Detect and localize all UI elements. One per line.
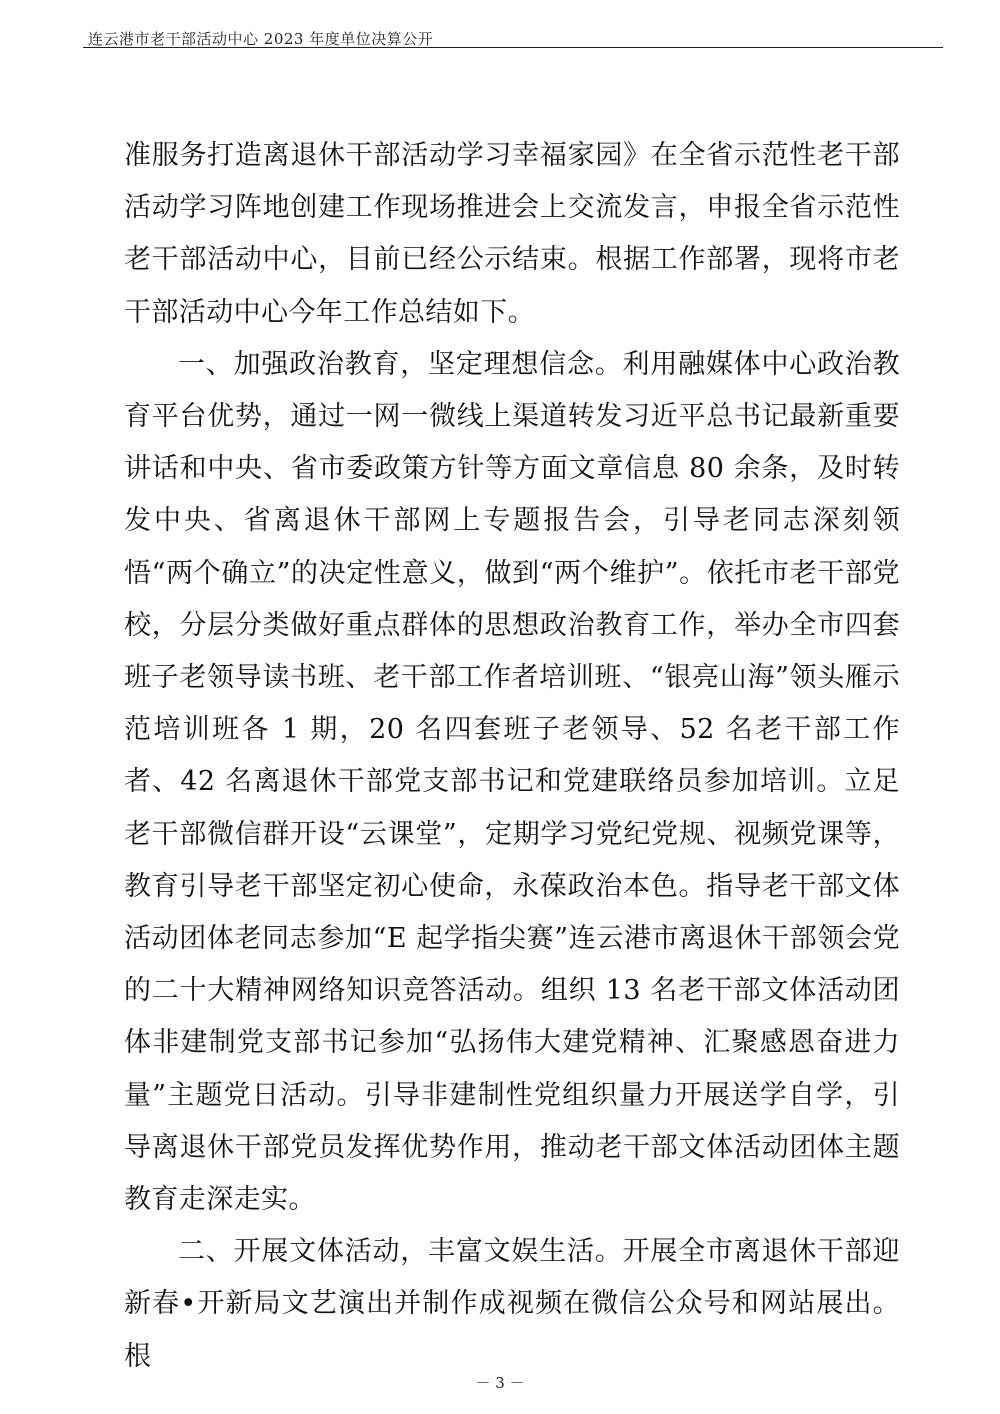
paragraph-cultural-activities: 二、开展文体活动，丰富文娱生活。开展全市离退休干部迎新春•开新局文艺演出并制作成视频在微信公众号和网站展出。根 <box>124 1236 900 1372</box>
document-body <box>124 130 900 1383</box>
page-number: － 3 － <box>475 1374 525 1392</box>
header-divider <box>83 47 943 48</box>
paragraph-political-education: 一、加强政治教育，坚定理想信念。利用融媒体中心政治教育平台优势，通过一网一微线上渠道转发习近平总书记最新重要讲话和中央、省市委政策方针等方面文章信息 80 余条，及时转发中央、省离退休干部网上专题报告会，引导老同志深刻领悟“两个确立”的决定性意义，做到“两个维护”。依托市老干部党校，分层分类做好重点群体的思想政治教育工作，举办全市四套班子老领导读书班、老干部工作者培训班、“银亮山海”领头雁示范培训班各 1 期，20 名四套班子老领导、52 名老干部工作者、42 名离退休干部党支部书记和党建联络员参加培训。立足老干部微信群开设“云课堂”，定期学习党纪党规、视频党课等，教育引导老干部坚定初心使命，永葆政治本色。指导老干部文体活动团体老同志参加“E 起学指尖赛”连云港市离退休干部领会党的二十大精神网络知识竞答活动。组织 13 名老干部文体活动团体非建制党支部书记参加“弘扬伟大建党精神、汇聚感恩奋进力量”主题党日活动。引导非建制性党组织量力开展送学自学，引导离退休干部党员发挥优势作用，推动老干部文体活动团体主题教育走深走实。 <box>124 348 900 1216</box>
paragraph-continuation: 准服务打造离退休干部活动学习幸福家园》在全省示范性老干部活动学习阵地创建工作现场推进会上交流发言，申报全省示范性老干部活动中心，目前已经公示结束。根据工作部署，现将市老干部活动中心今年工作总结如下。 <box>124 140 900 328</box>
running-header: 连云港市老干部活动中心 2023 年度单位决算公开 <box>88 30 434 48</box>
